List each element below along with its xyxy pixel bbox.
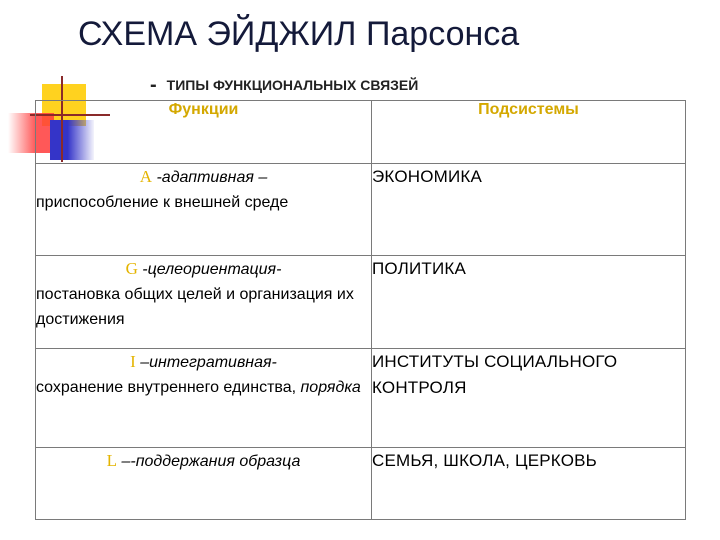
subtitle-text: ТИПЫ ФУНКЦИОНАЛЬНЫХ СВЯЗЕЙ <box>166 77 419 93</box>
function-cell <box>36 448 372 520</box>
function-cell <box>36 164 372 256</box>
function-letter: I <box>130 352 136 371</box>
table-row <box>36 448 686 520</box>
agil-table <box>35 100 686 520</box>
page-subtitle <box>150 74 418 97</box>
function-letter: L <box>106 451 118 470</box>
table-row <box>36 349 686 448</box>
subsystem-cell: ПОЛИТИКА <box>372 256 686 349</box>
function-description-italic: порядка <box>300 378 361 396</box>
column-header-subsystems: Подсистемы <box>372 101 686 164</box>
page-title: СХЕМА ЭЙДЖИЛ Парсонса <box>78 15 520 53</box>
function-description-text: сохранение внутреннего единства, <box>36 378 301 396</box>
function-name-suffix: – <box>253 169 268 186</box>
function-cell <box>36 256 372 349</box>
column-header-functions: Функции <box>36 101 372 164</box>
function-letter: A <box>139 167 153 186</box>
function-letter: G <box>125 259 138 278</box>
function-name: -адаптивная <box>152 169 254 186</box>
function-description: постановка общих целей и организация их достижения <box>36 285 354 328</box>
subsystem-cell: СЕМЬЯ, ШКОЛА, ЦЕРКОВЬ <box>372 448 686 520</box>
table-row <box>36 164 686 256</box>
function-name: -целеориентация- <box>137 261 282 278</box>
function-description: приспособление к внешней среде <box>36 193 289 211</box>
subsystem-cell: ЭКОНОМИКА <box>372 164 686 256</box>
function-name: –интегративная- <box>135 354 277 371</box>
subtitle-dash: - <box>150 74 157 96</box>
function-cell <box>36 349 372 448</box>
table-row <box>36 256 686 349</box>
function-description <box>36 376 371 401</box>
function-name: –-поддержания образца <box>117 453 301 470</box>
table-header-row <box>36 101 686 164</box>
subsystem-cell: ИНСТИТУТЫ СОЦИАЛЬНОГО КОНТРОЛЯ <box>372 349 686 448</box>
